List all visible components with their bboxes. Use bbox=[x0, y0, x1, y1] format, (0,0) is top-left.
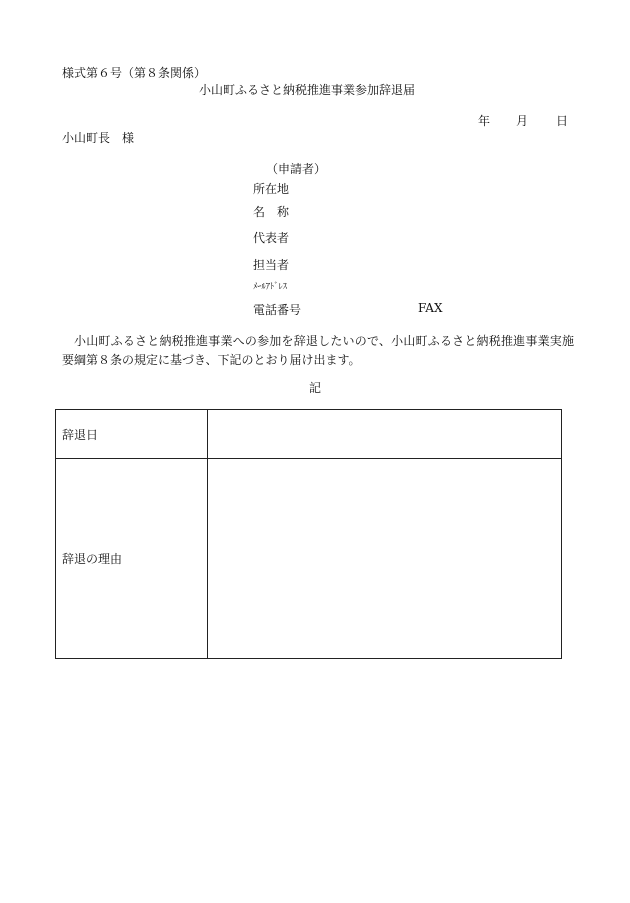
email-label: ﾒｰﾙｱﾄﾞﾚｽ bbox=[253, 282, 288, 292]
phone-label: 電話番号 bbox=[253, 303, 302, 317]
withdrawal-date-value[interactable] bbox=[208, 410, 562, 459]
withdrawal-reason-value[interactable] bbox=[208, 459, 562, 659]
applicant-heading: （申請者） bbox=[266, 162, 327, 176]
ki-heading: 記 bbox=[309, 381, 322, 395]
withdrawal-date-label: 辞退日 bbox=[56, 410, 208, 459]
withdrawal-table bbox=[55, 409, 562, 659]
contact-person-label: 担当者 bbox=[253, 258, 290, 272]
table-row-withdrawal-reason bbox=[56, 459, 562, 659]
addressee: 小山町長 様 bbox=[62, 131, 135, 145]
date-day-label: 日 bbox=[556, 114, 569, 128]
date-year-label: 年 bbox=[478, 114, 491, 128]
date-month-label: 月 bbox=[516, 114, 529, 128]
form-number: 様式第６号（第８条関係） bbox=[62, 66, 207, 80]
document-title: 小山町ふるさと納税推進事業参加辞退届 bbox=[199, 83, 416, 97]
fax-label: FAX bbox=[418, 301, 443, 315]
address-label: 所在地 bbox=[253, 182, 290, 196]
withdrawal-reason-label: 辞退の理由 bbox=[56, 459, 208, 659]
table-row-withdrawal-date bbox=[56, 410, 562, 459]
body-paragraph: 小山町ふるさと納税推進事業への参加を辞退したいので、小山町ふるさと納税推進事業実施要綱第８条の規定に基づき、下記のとおり届け出ます。 bbox=[62, 334, 574, 367]
name-label: 名 称 bbox=[253, 205, 290, 219]
representative-label: 代表者 bbox=[253, 231, 290, 245]
